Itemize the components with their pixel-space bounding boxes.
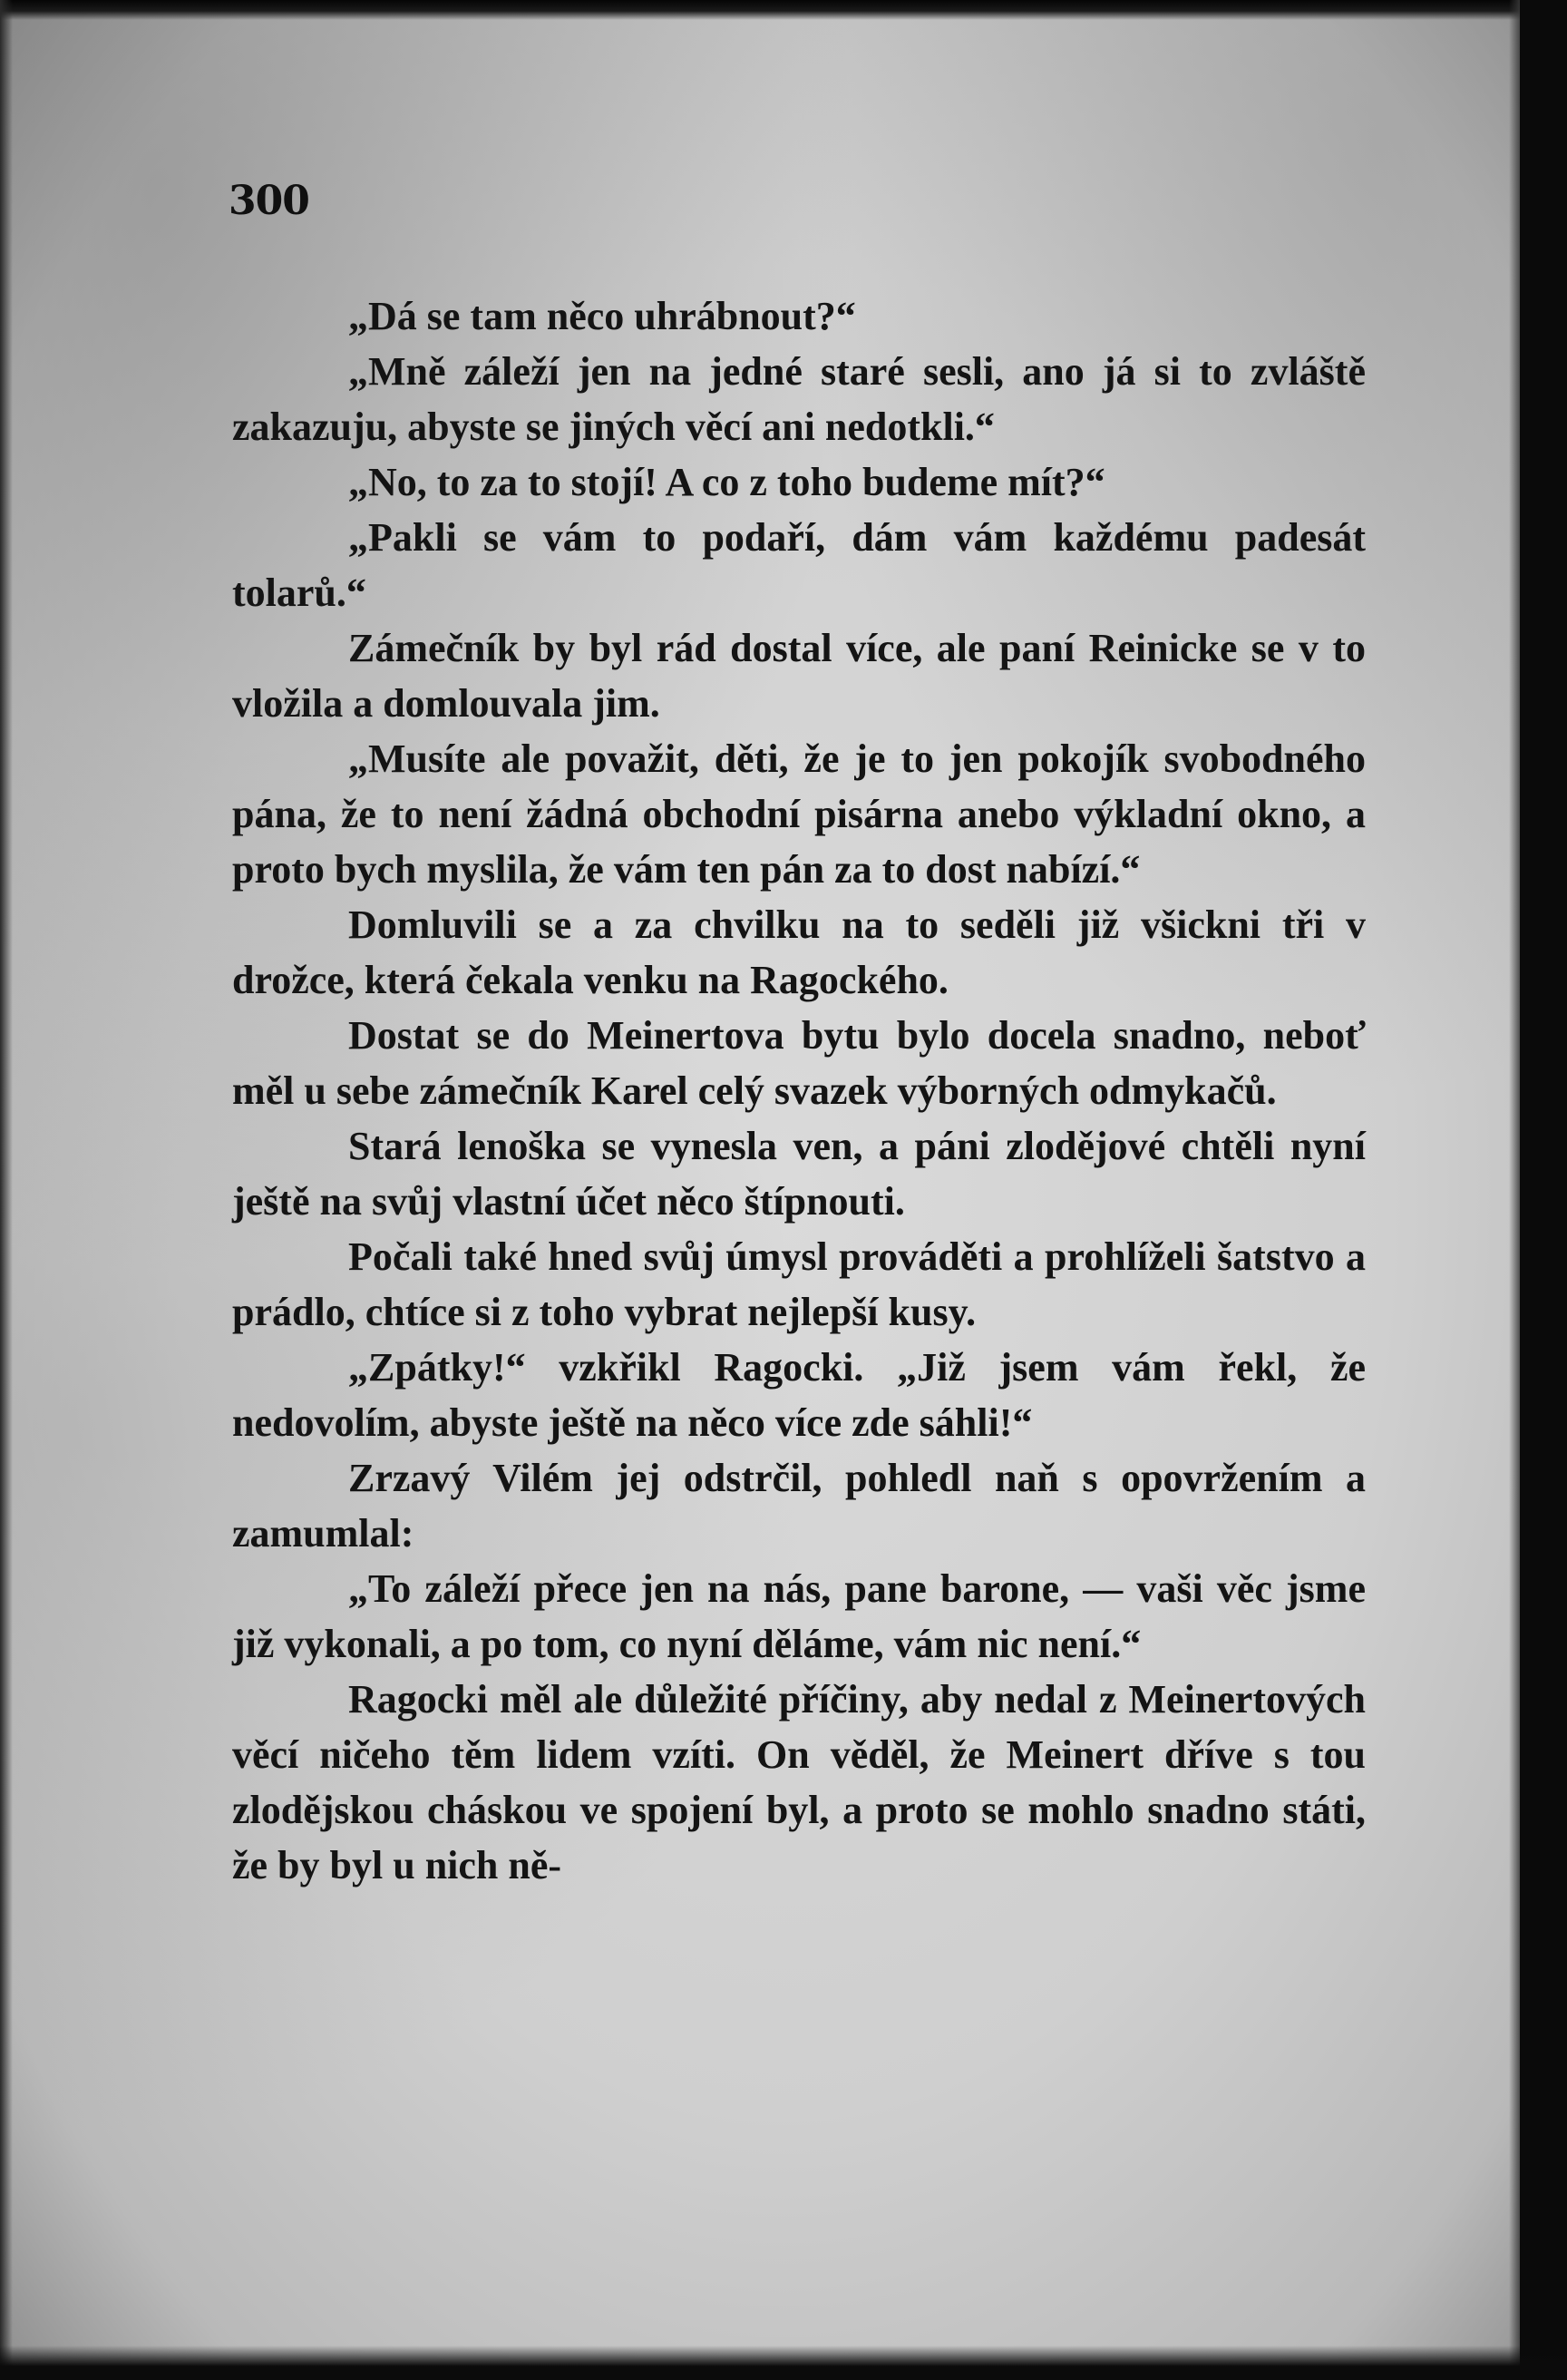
body-text — [232, 288, 1366, 1893]
paragraph: „To záleží přece jen na nás, pane barone, — vaši věc jsme již vykonali, a po tom, co nyní děláme, vám nic není.“ — [232, 1566, 1366, 1666]
scan-border-right — [1520, 0, 1567, 2380]
scan-shadow-left — [0, 0, 13, 2380]
paragraph: Ragocki měl ale důležité příčiny, aby nedal z Meinertových věcí ničeho těm lidem vzíti. On věděl, že Meinert dříve s tou zlodějskou cháskou ve spojení byl, a proto se mohlo snadno státi, že by byl u nich ně- — [232, 1677, 1366, 1887]
page-number: 300 — [229, 178, 309, 224]
paragraph: Počali také hned svůj úmysl prováděti a prohlíželi šatstvo a prádlo, chtíce si z toho vybrat nejlepší kusy. — [232, 1234, 1366, 1334]
paragraph: „Zpátky!“ vzkřikl Ragocki. „Již jsem vám řekl, že nedovolím, abyste ještě na něco více zde sáhli!“ — [232, 1345, 1366, 1445]
scan-shadow-top — [0, 0, 1567, 20]
paragraph: „Pakli se vám to podaří, dám vám každému padesát tolarů.“ — [232, 515, 1366, 615]
paragraph: Zámečník by byl rád dostal více, ale paní Reinicke se v to vložila a domlouvala jim. — [232, 626, 1366, 726]
paragraph: Domluvili se a za chvilku na to seděli již všickni tři v drožce, která čekala venku na Ragockého. — [232, 902, 1366, 1002]
paragraph: „Mně záleží jen na jedné staré sesli, ano já si to zvláště zakazuju, abyste se jiných věcí ani nedotkli.“ — [232, 349, 1366, 449]
scan-shadow-bottom — [0, 2346, 1567, 2380]
paragraph: „Dá se tam něco uhrábnout?“ — [348, 294, 856, 338]
paragraph: Stará lenoška se vynesla ven, a páni zlodějové chtěli nyní ještě na svůj vlastní účet něco štípnouti. — [232, 1124, 1366, 1224]
paragraph: Dostat se do Meinertova bytu bylo docela snadno, neboť měl u sebe zámečník Karel celý svazek výborných odmykačů. — [232, 1013, 1366, 1113]
paragraph: Zrzavý Vilém jej odstrčil, pohledl naň s opovržením a zamumlal: — [232, 1456, 1366, 1556]
paragraph: „No, to za to stojí! A co z toho budeme mít?“ — [348, 460, 1105, 504]
paragraph: „Musíte ale považit, děti, že je to jen pokojík svobodného pána, že to není žádná obchodní pisárna anebo výkladní okno, a proto bych myslila, že vám ten pán za to dost nabízí.“ — [232, 736, 1366, 892]
